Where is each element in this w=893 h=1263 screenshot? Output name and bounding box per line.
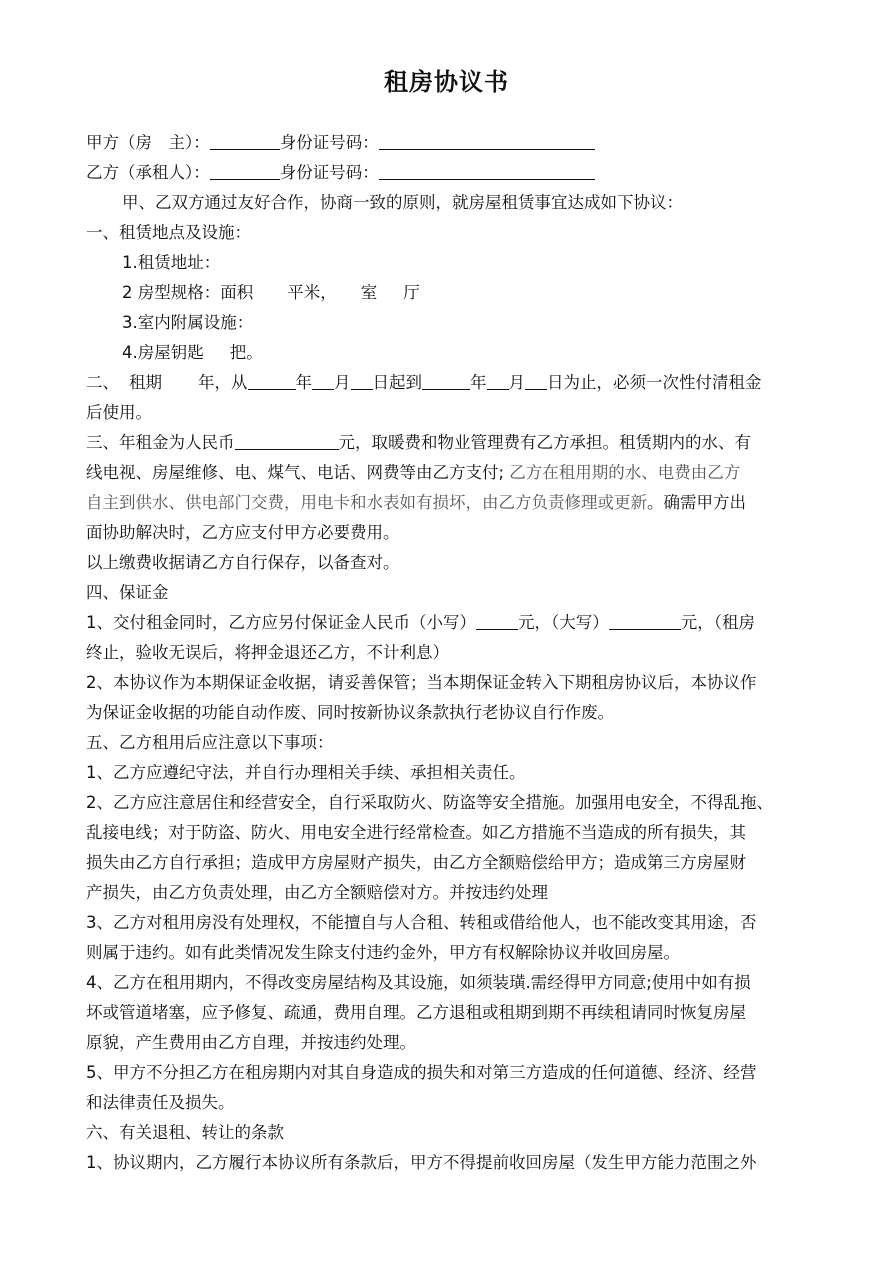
keys-label: 4.房屋钥匙 bbox=[122, 343, 204, 362]
party-a-label: 甲方（房 主）： bbox=[86, 133, 210, 152]
clause-5-2-line-2: 乱接电线；对于防盗、防火、用电安全进行经常检查。如乙方措施不当造成的所有损失，其 bbox=[86, 823, 746, 842]
deposit-clause-2-line-2: 为保证金收据的功能自动作废、同时按新协议条款执行老协议自行作废。 bbox=[86, 703, 614, 722]
clause-5-4-line-3: 原貌，产生费用由乙方自理，并按违约处理。 bbox=[86, 1033, 416, 1052]
deposit-lower-label: 1、交付租金同时，乙方应另付保证金人民币（小写） bbox=[86, 613, 476, 632]
party-b-label: 乙方（承租人）： bbox=[86, 163, 210, 182]
clause-5-2-line-3: 损失由乙方自行承担；造成甲方房屋财产损失，由乙方全额赔偿给甲方；造成第三方房屋财 bbox=[86, 853, 746, 872]
clause-5-3-line-2: 则属于违约。如有此类情况发生除支付违约金外，甲方有权解除协议并收回房屋。 bbox=[86, 943, 680, 962]
room-spec-sqm-label: 平米， bbox=[287, 283, 337, 302]
term-from-label: 年，从 bbox=[198, 373, 248, 392]
start-year-blank[interactable] bbox=[248, 371, 296, 390]
section-3-line-3 bbox=[86, 488, 810, 518]
section-1-heading: 一、租赁地点及设施： bbox=[86, 223, 251, 242]
section-3-text: 线电视、房屋维修、电、煤气、电话、网费等由乙方支付; bbox=[86, 463, 505, 482]
clause-5-2-line-4: 产损失，由乙方负责处理，由乙方全额赔偿对方。并按违约处理 bbox=[86, 883, 548, 902]
annual-rent-blank[interactable] bbox=[235, 431, 339, 450]
deposit-clause-2-line-1: 2、本协议作为本期保证金收据，请妥善保管；当本期保证金转入下期租房协议后，本协议作 bbox=[86, 673, 757, 692]
end-day-label: 日为止，必须一次性付清租金 bbox=[547, 373, 762, 392]
section-3-gray-text-2: 自主到供水、供电部门交费，用电卡和水表如有损坏，由乙方负责修理或更新 bbox=[86, 493, 647, 512]
keys-item bbox=[86, 338, 810, 368]
party-a-id-blank[interactable] bbox=[379, 131, 595, 150]
page-title: 租房协议书 bbox=[384, 68, 509, 96]
annual-rent-terms: 元，取暖费和物业管理费有乙方承担。租赁期内的水、有 bbox=[338, 433, 751, 452]
deposit-upper-label: 元，（大写） bbox=[518, 613, 609, 632]
clause-5-5-line-1: 5、甲方不分担乙方在租房期内对其自身造成的损失和对第三方造成的任何道德、经济、经营 bbox=[86, 1063, 757, 1082]
section-6-heading: 六、有关退租、转让的条款 bbox=[86, 1123, 284, 1142]
party-a-id-label: 身份证号码： bbox=[279, 133, 379, 152]
keys-unit: 把。 bbox=[229, 343, 263, 362]
section-3-text-2: 。确需甲方出 bbox=[647, 493, 746, 512]
section-2-number: 二、 bbox=[86, 373, 119, 392]
end-month-label: 月 bbox=[508, 373, 525, 392]
section-3-gray-text: 乙方在租用期的水、电费由乙方 bbox=[504, 463, 741, 482]
start-year-label: 年 bbox=[295, 373, 312, 392]
clause-5-5-line-2: 和法律责任及损失。 bbox=[86, 1093, 235, 1112]
clause-5-2-line-1: 2、乙方应注意居住和经营安全，自行采取防火、防盗等安全措施。加强用电安全，不得乱拖、 bbox=[86, 793, 773, 812]
room-spec-room-label: 室 bbox=[360, 283, 378, 302]
end-day-blank[interactable] bbox=[525, 371, 547, 390]
start-day-blank[interactable] bbox=[351, 371, 373, 390]
party-a-line bbox=[86, 128, 810, 158]
section-2-heading: 租期 bbox=[129, 373, 162, 392]
facilities-item: 3.室内附属设施： bbox=[122, 313, 254, 332]
intro-paragraph: 甲、乙双方通过友好合作，协商一致的原则，就房屋租赁事宜达成如下协议： bbox=[122, 193, 683, 212]
start-month-blank[interactable] bbox=[312, 371, 334, 390]
start-day-label: 日起到 bbox=[372, 373, 422, 392]
party-a-name-blank[interactable] bbox=[210, 131, 280, 150]
clause-5-3-line-1: 3、乙方对租用房没有处理权，不能擅自与人合租、转租或借给他人，也不能改变其用途，否 bbox=[86, 913, 757, 932]
party-b-line bbox=[86, 158, 810, 188]
start-month-label: 月 bbox=[334, 373, 351, 392]
section-2-line-2: 后使用。 bbox=[86, 403, 152, 422]
clause-5-4-line-1: 4、乙方在租用期内，不得改变房屋结构及其设施，如须装璜.需经得甲方同意;使用中如有损 bbox=[86, 973, 751, 992]
party-b-name-blank[interactable] bbox=[210, 161, 280, 180]
deposit-unit-label: 元，（租房 bbox=[680, 613, 755, 632]
room-spec-area-label: 2 房型规格：面积 bbox=[122, 283, 254, 302]
end-year-blank[interactable] bbox=[422, 371, 470, 390]
end-year-label: 年 bbox=[470, 373, 487, 392]
deposit-upper-blank[interactable] bbox=[609, 611, 681, 630]
agreement-body bbox=[86, 128, 810, 1178]
section-3-line-5: 以上缴费收据请乙方自行保存，以备查对。 bbox=[86, 553, 400, 572]
room-spec-item bbox=[86, 278, 810, 308]
party-b-id-label: 身份证号码： bbox=[279, 163, 379, 182]
room-spec-hall-label: 厅 bbox=[403, 283, 420, 302]
clause-6-1: 1、协议期内，乙方履行本协议所有条款后，甲方不得提前收回房屋（发生甲方能力范围之外 bbox=[86, 1153, 757, 1172]
section-3-line-4: 面协助解决时，乙方应支付甲方必要费用。 bbox=[86, 523, 400, 542]
lease-address-item: 1.租赁地址： bbox=[122, 253, 221, 272]
section-2-line-1 bbox=[86, 368, 810, 398]
deposit-line-1 bbox=[86, 608, 810, 638]
clause-5-4-line-2: 坏或管道堵塞，应予修复、疏通，费用自理。乙方退租或租期到期不再续租请同时恢复房屋 bbox=[86, 1003, 746, 1022]
end-month-blank[interactable] bbox=[487, 371, 509, 390]
section-4-heading: 四、保证金 bbox=[86, 583, 169, 602]
section-5-heading: 五、乙方租用后应注意以下事项： bbox=[86, 733, 334, 752]
section-3-line-1 bbox=[86, 428, 810, 458]
annual-rent-label: 三、年租金为人民币 bbox=[86, 433, 235, 452]
party-b-id-blank[interactable] bbox=[379, 161, 595, 180]
deposit-line-2: 终止，验收无误后，将押金退还乙方，不计利息） bbox=[86, 643, 449, 662]
section-3-line-2 bbox=[86, 458, 810, 488]
clause-5-1: 1、乙方应遵纪守法，并自行办理相关手续、承担相关责任。 bbox=[86, 763, 526, 782]
deposit-lower-blank[interactable] bbox=[476, 611, 518, 630]
